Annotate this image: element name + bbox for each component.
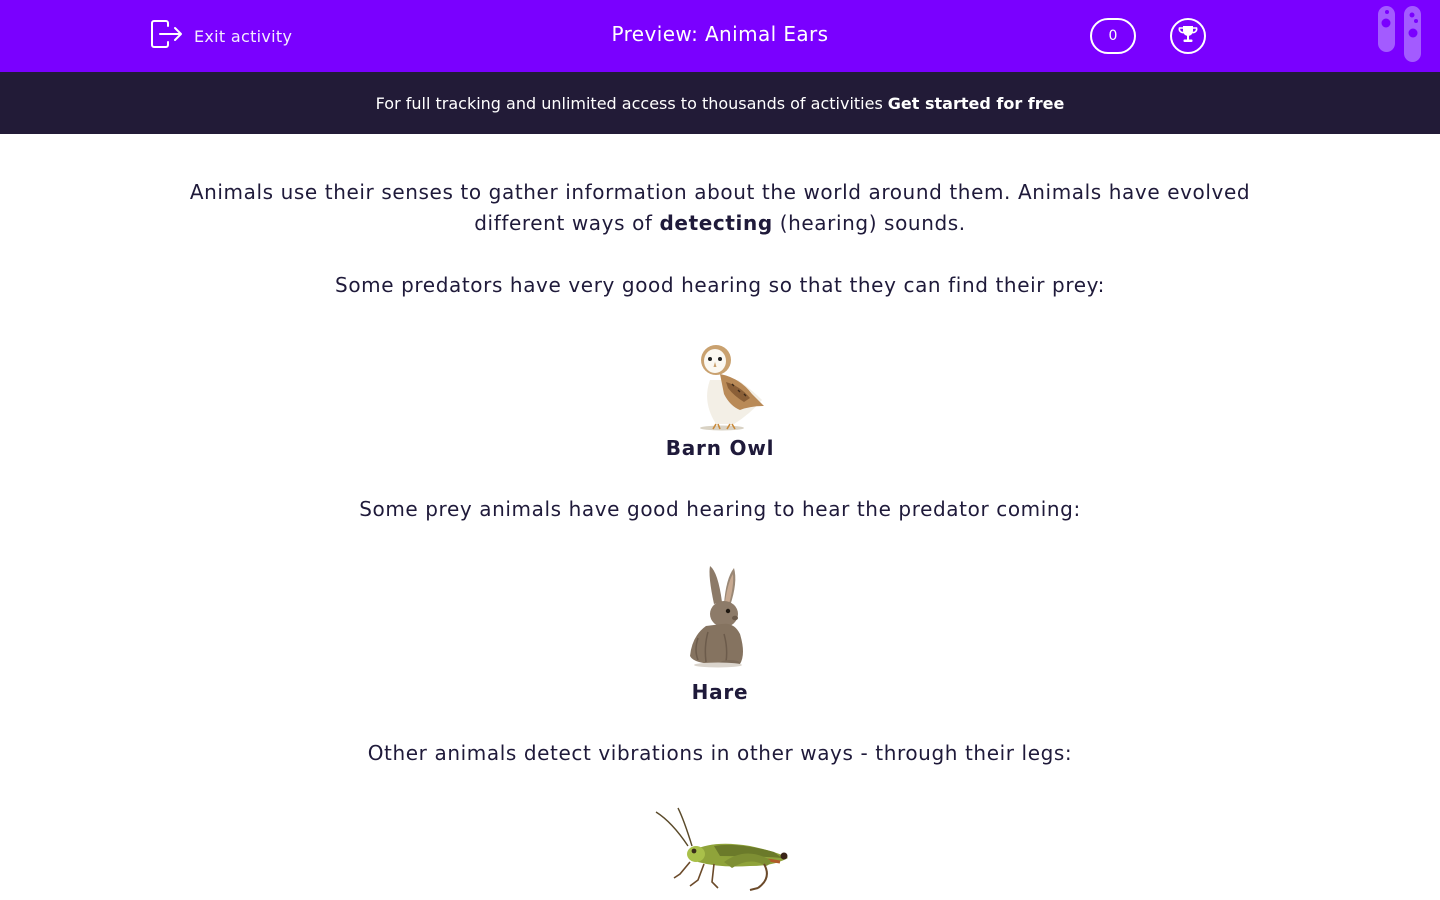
intro-text-end: (hearing) sounds. <box>772 211 966 235</box>
grasshopper-image <box>654 806 794 900</box>
predators-paragraph: Some predators have very good hearing so that they can find their prey: <box>335 273 1105 297</box>
page-title: Preview: Animal Ears <box>611 22 829 46</box>
intro-emphasis: detecting <box>659 211 773 235</box>
barn-owl-image <box>680 340 770 436</box>
get-started-link[interactable]: Get started for free <box>887 93 1065 113</box>
intro-text-start: Animals use their senses to gather information about the world around them. Animals have evolved different ways of <box>189 180 1251 235</box>
progress-tubes-decoration <box>1376 6 1424 64</box>
top-bar <box>0 0 1440 72</box>
signup-banner <box>0 72 1440 134</box>
hare-image <box>684 564 756 672</box>
trophy-icon <box>1177 23 1199 49</box>
exit-activity-label: Exit activity <box>194 26 293 46</box>
intro-paragraph <box>170 177 1270 239</box>
vibrations-paragraph: Other animals detect vibrations in other ways - through their legs: <box>367 741 1073 765</box>
prey-paragraph: Some prey animals have good hearing to hear the predator coming: <box>359 497 1081 521</box>
banner-text: For full tracking and unlimited access to thousands of activities <box>375 93 883 113</box>
score-counter: 0 <box>1090 18 1136 54</box>
trophy-button[interactable] <box>1170 18 1206 54</box>
barn-owl-caption: Barn Owl <box>665 436 775 460</box>
hare-caption: Hare <box>691 680 749 704</box>
